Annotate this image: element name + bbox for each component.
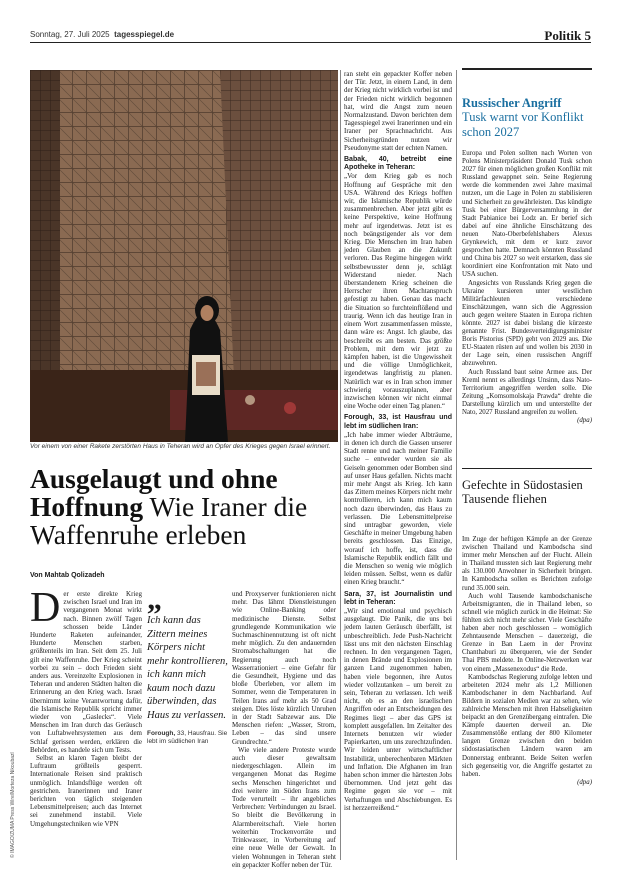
article-column-1 bbox=[30, 585, 142, 828]
article-paragraph: „Wir sind emotional und psychisch ausgelaugt. Die Panik, die uns bei jedem lauten Geräusch überfällt, ist unbeschreiblich. Jede Push-Nachricht lässt uns mit den nächsten Einschlag rechnen. In den vergangenen Tagen, in denen Brände und Explosionen im ganzen Land zugenommen haben, haben viele begonnen, ihre Autos wieder vollzutanken – um bereit zu sein, Teheran zu verlassen. Ich weiß nicht, ob es an den israelischen Angriffen oder an Entscheidungen des Regimes liegt – aber das GPS ist komplett ausgefallen. Im Zeitalter des Internets benutzen wir wieder Papierkarten, um uns zurechtzufinden. Wir leiden unter wirtschaftlicher Instabilität, unberechenbaren Märkten und Inflation. Die Afghanen im Iran haben schon immer die härtesten Jobs übernommen. Und jetzt geht das Regime gegen sie vor – mit Verhaftungen und Abschiebungen. Es ist herzzerreißend.“ bbox=[344, 607, 452, 812]
side-article-2-heading bbox=[462, 478, 592, 507]
side-article-rule bbox=[462, 68, 592, 70]
article-paragraph: und Proxyserver funktionieren nicht mehr. Das lähmt Dienstleistungen wie Online-Banking oder medizinische Dienste. Selbst grundlegende Kommunikation wie Suchmaschinennutzung ist oft nicht mehr möglich. Zu den andauernden Stromabschaltungen hat die Regierung auch noch Wasserrationiert – eine Gefahr für die Gesundheit, Hygiene und das bloße Überleben, vor allem im Sommer, wenn die Temperaturen in Teilen Irans auf mehr als 50 Grad steigen. Dies löste kürzlich Unruhen in der Stadt Sabzewar aus. Die Menschen riefen: „Wasser, Strom, Leben – das sind unsere Grundrechte.“ bbox=[232, 590, 336, 746]
masthead-brand: tagesspiegel.de bbox=[114, 30, 175, 39]
column-divider bbox=[340, 70, 341, 860]
interview-subhead: Sara, 37, ist Journalistin und lebt in Teheran: bbox=[344, 590, 452, 606]
dropcap: D bbox=[30, 585, 61, 631]
column-divider bbox=[456, 70, 457, 860]
masthead-date: Sonntag, 27. Juli 2025 tagesspiegel.de bbox=[30, 30, 175, 39]
side-article-1-heading bbox=[462, 96, 592, 140]
headline-bold: Ausgelaugt und ohne Hoffnung bbox=[30, 463, 278, 522]
article-paragraph: ran steht ein gepackter Koffer neben der Tür. Jetzt, in einem Land, in dem der Krieg nicht wirklich vorbei ist und der Frieden nicht wirklich begonnen hat, wird die Angst zum neuen Normalzustand. Davon berichten dem Tagesspiegel zwei Iranerinnen und ein Iraner per Sprachnachricht. Aus Sicherheitsgründen nutzen wir Pseudonyme statt der echten Namen. bbox=[344, 70, 452, 152]
article-signoff: (dpa) bbox=[577, 417, 592, 425]
side-article-1-kicker: Russischer Angriff bbox=[462, 96, 562, 110]
side-article-2-kicker: Gefechte in Südostasien bbox=[462, 478, 583, 492]
article-paragraph: Auch wohl Tausende kambodschanische Arbeitsmigranten, die in Thailand leben, so schnell wie möglich zurück in die Heimat: Sie fühlten sich nicht mehr sicher. Viele Geschäfte haben aber noch geschlossen – womöglich Zehntausende Menschen – dauerzeigt, die Grenze in Ban Laem in der Provinz Chanthaburi zu überqueren, wie der Sender Thai PBS meldete. In Online-Netzwerken war von einem „Massenexodus“ die Rede. bbox=[462, 592, 592, 673]
quote-attribution: Forough, 33, Hausfrau. Sie lebt im südlichen Iran bbox=[147, 730, 228, 745]
article-column-3 bbox=[344, 70, 452, 812]
side-article-1-title: Tusk warnt vor Konflikt schon 2027 bbox=[462, 110, 584, 139]
article-paragraph: Auch Russland baut seine Armee aus. Der Kreml nennt es allerdings Unsinn, dass Nato-Territorium angegriffen werden solle. Die Zeitung „Komsomolskaja Prawda“ drehte die Darstellung kürzlich um und unterstellte der Nato, 2027 Russland angreifen zu wollen. bbox=[462, 368, 592, 416]
masthead-rule bbox=[30, 42, 591, 43]
side-article-2-title: Tausende fliehen bbox=[462, 492, 547, 506]
article-paragraph: Wie viele andere Proteste wurde auch dieser gewaltsam niedergeschlagen. Allein im vergangenen Monat das Regime sechs Menschen hingerichtet und drei weitere im Süden Irans zum Tode verurteilt – ihr angebliches Verbrechen: Verbindungen zu Israel. So bleibt die Bevölkerung in Alarmbereitschaft. Viele horten weiterhin Trockenvorräte und Trinkwasser, in Vorbereitung auf eine neue Welle der Gewalt. In vielen Wohnungen in Teheran steht ein gepackter Koffer neben der Tür. bbox=[232, 745, 336, 869]
pull-quote bbox=[147, 583, 229, 746]
article-signoff: (dpa) bbox=[577, 778, 592, 786]
article-paragraph: „Ich habe immer wieder Albträume, in denen ich durch die Gassen unserer Stadt renne und nach meiner Familie suche – entweder wurden sie als Geiseln genommen oder Bomben sind auf unser Haus gefallen. Nichts macht mir mehr Angst als Krieg. Ich kann das Zittern meines Körpers nicht mehr kontrollieren, ich kann mich kaum noch dazu überwinden, das Haus zu verlassen. Die Lebensmittelpreise sind untragbar geworden, viele Geschäfte in meiner Umgebung haben bereits geschlossen. Das Einzige, worauf ich hoffe, ist, dass die Islamische Republik endlich fällt und die Menschen so wenig wie möglich leiden müssen. Selbst, wenn es dafür einen Krieg braucht.“ bbox=[344, 430, 452, 587]
side-article-rule bbox=[462, 468, 592, 469]
article-paragraph: Im Zuge der heftigen Kämpfe an der Grenze zwischen Thailand und Kambodscha sind immer mehr Menschen auf der Flucht. Allein in Thailand mussten sich laut Regierung mehr als 130.000 Anwohner in Sicherheit bringen. In Kambodscha sollen es Berichten zufolge rund 35.000 sein. bbox=[462, 536, 592, 592]
side-article-1-body bbox=[462, 150, 592, 425]
photo-caption: Vor einem von einer Rakete zerstörten Haus in Teheran wird an Opfer des Krieges gegen Israel erinnert. bbox=[30, 443, 331, 450]
article-paragraph: „Vor dem Krieg gab es noch Hoffnung auf Gespräche mit den USA. Während des Kriegs hofften wir, die Islamische Republik würde zusammenbrechen. Aber jetzt gibt es keine Perspektive, keine Hoffnung mehr auf irgendetwas. Jetzt ist es noch beängstigender als vor dem Krieg. Die Menschen im Iran haben jeden Glauben an die Zukunft verloren. Das Regime hingegen wirkt selbstbewusster denn je, schlägt Widerstand nieder. Nach überstandenem Krieg scheinen die Herrscher ihren Machtanspruch gefestigt zu haben. Genau das macht die Situation so furchteinflößend und traurig. Wenn ich das heutige Iran in einem Wort zusammenfassen müsste, dann wäre es: Angst. Ich glaube, das beschreibt es am besten. Das größte Problem, mit dem wir jetzt zu kämpfen haben, ist die Ungewissheit und die völlige Unmöglichkeit, irgendetwas langfristig zu planen. Natürlich war es in Iran schon immer schwierig vorauszuplanen, aber inzwischen können wir nicht einmal eine Woche oder einen Tag planen.“ bbox=[344, 172, 452, 411]
article-column-2 bbox=[232, 590, 336, 869]
article-photo bbox=[30, 70, 338, 442]
article-paragraph: Selbst an klaren Tagen bleibt der Luftraum größteils gesperrt. Internationale Reisen sind praktisch unmöglich. Inlandsflüge werden oft gestrichen. Iranerinnen und Iraner berichten von täglich steigenden Lebensmittelpreisen; auch das Internet sei zunehmend instabil. Viele Umgehungstechniken wie VPN bbox=[30, 754, 142, 828]
article-paragraph: Der erste direkte Krieg zwischen Israel und Iran im vergangenen Monat wirkt nach. Binnen zwölf Tagen schossen beide Länder Hunderte Raketen aufeinander, Hunderte Menschen starben, größtenteils im Iran. Seit dem 25. Juli gilt eine Waffenruhe. Der Krieg scheint vorbei zu sein – doch Frieden sieht anders aus. Vereinzelte Explosionen in Teheran und anderen Städten halten die Erinnerung an den Krieg wach. Israel übernimmt keine Verantwortung dafür, die Islamische Republik spricht immer wieder von „Gaslecks“. Viele Menschen im Iran durch das Geräusch von Luftabwehrsystemen aus dem Schlaf gerissen werden, erklären die Behörden, es handele sich um Tests. bbox=[30, 585, 142, 754]
byline: Von Mahtab Qolizadeh bbox=[30, 572, 105, 579]
headline-light: Wie Iraner die Waffenruhe erleben bbox=[30, 491, 308, 550]
photo-credit: © IMAGO/ZUMA Press Wire/Morteza Nikoubazl bbox=[10, 752, 16, 858]
section-label: Politik 5 bbox=[544, 28, 591, 43]
article-headline bbox=[30, 465, 340, 549]
quote-mark: „ bbox=[147, 583, 162, 616]
quote-text: Ich kann das Zittern meines Körpers nicht mehr kontrollieren, ich kann mich kaum noch dazu überwinden, das Haus zu verlassen. bbox=[147, 615, 228, 721]
article-paragraph: Kambodschas Regierung zufolge lebten und arbeiteten 2024 mehr als 1,2 Millionen Kambodschaner in dem Nachbarland. Auf Bildern in sozialen Medien war zu sehen, wie zahlreiche Menschen mit ihren Habseligkeiten beipackt an den Grenzübergang eintrafen. Die Kämpfe dauerten derweil an. Die Zusammenstöße entlang der 800 Kilometer langen Grenze zwischen den beiden südostasiatischen Ländern waren am Donnerstag entbrannt. Beide Seiten werfen sich gegenseitig vor, die Angriffe gestartet zu haben. bbox=[462, 673, 592, 778]
article-paragraph: Europa und Polen sollten nach Worten von Polens Ministerpräsident Donald Tusk schon 2027 für einen möglichen großen Konflikt mit Russland gewappnet sein. Seine Regierung werde die kommenden zwei Jahre maximal nutzen, um die Lage in Polen zu stabilisieren und Sicherheit zu gewährleisten. Das kündigte Tusk bei einer Bürgerversammlung in der Stadt Pabianice bei Lodz an. Er berief sich dabei auf eine ähnliche Einschätzung des neuen Nato-Oberbefehlshabers Alexus Grynkewich, mit dem er kurz zuvor gesprochen hatte. Demnach könnten Russland und China bis 2027 so weit erstarken, dass sie koordiniert eine Konfrontation mit Nato und USA suchen. bbox=[462, 150, 592, 279]
article-paragraph: Angesichts von Russlands Krieg gegen die Ukraine kursieren unter westlichen Militärfachleuten verschiedene Einschätzungen, wann sich die Aggression auch gegen weitere Staaten in Europa richten könnte. 2027 ist dabei bislang die kürzeste genannte Frist. Bundesverteidigungsminister Boris Pistorius (SPD) geht von 2029 aus. Die EU-Staaten rüsten auf und wollen bis 2030 in der Lage sein, einen russischen Angriff abzuwehren. bbox=[462, 279, 592, 368]
side-article-2-body bbox=[462, 536, 592, 787]
interview-subhead: Forough, 33, ist Hausfrau und lebt im südlichen Iran: bbox=[344, 414, 452, 430]
interview-subhead: Babak, 40, betreibt eine Apotheke in Teheran: bbox=[344, 156, 452, 172]
destroyed-building-photo bbox=[30, 70, 338, 442]
